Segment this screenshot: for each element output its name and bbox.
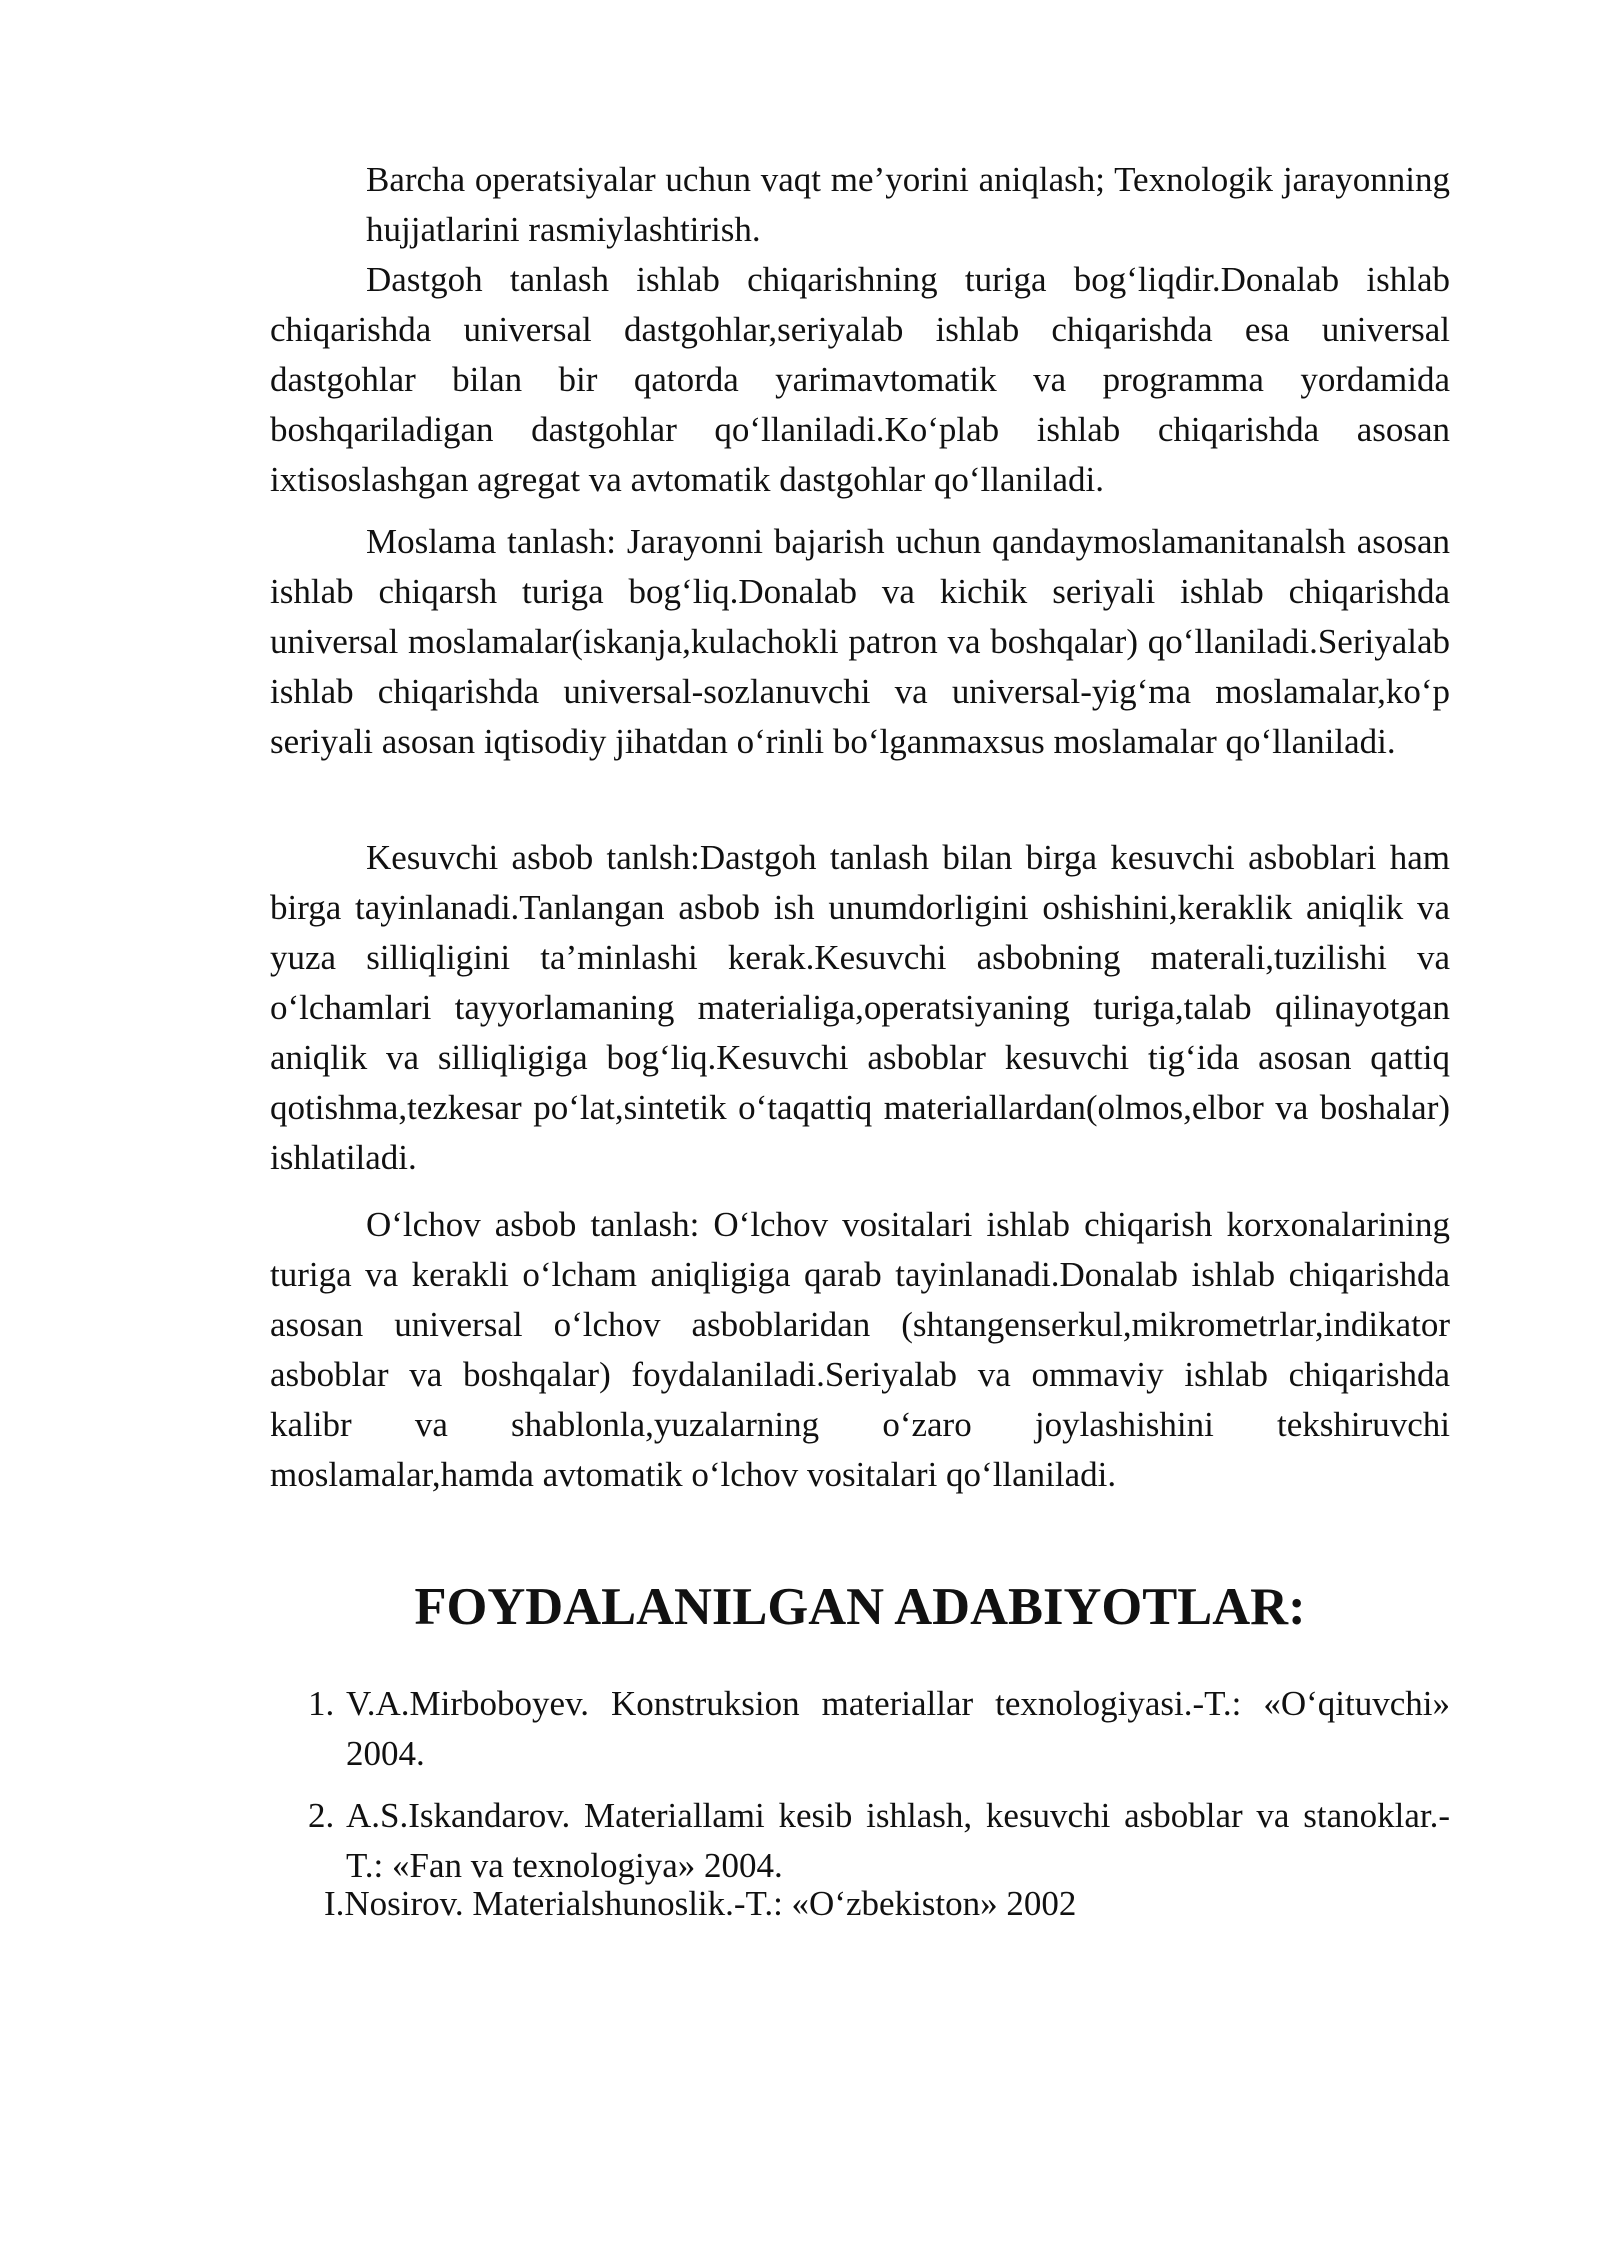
paragraph-cutting-tool-selection: Kesuvchi asbob tanlsh:Dastgoh tanlash bilan birga kesuvchi asboblari ham birga tayinlanadi.Tanlangan asbob ish unumdorligini oshishini,keraklik aniqlik va yuza silliqligini ta’minlashi kerak.Kesuvchi asbobning materali,tuzilishi va o‘lchamlari tayyorlamaning materialiga,operatsiyaning turiga,talab qilinayotgan aniqlik va silliqligiga bog‘liq.Kesuvchi asboblar kesuvchi tig‘ida asosan qattiq qotishma,tezkesar po‘lat,sintetik o‘taqattiq materiallardan(olmos,elbor va boshalar) ishlatiladi. (270, 838, 1450, 1177)
reference-text: A.S.Iskandarov. Materiallami kesib ishlash, kesuvchi asboblar va stanoklar.- T.: «Fan va texnologiya» 2004. (346, 1796, 1450, 1885)
reference-number: 1. (308, 1684, 335, 1723)
paragraph-fixture-selection: Moslama tanlash: Jarayonni bajarish uchun qandaymoslamanitanalsh asosan ishlab chiqarsh turiga bog‘liq.Donalab va kichik seriyali ishlab chiqarishda universal moslamalar(iskanja,kulachokli patron va boshqalar) qo‘llaniladi.Seriyalab ishlab chiqarishda universal-sozlanuvchi va universal-yig‘ma moslamalar,ko‘p seriyali asosan iqtisodiy jihatdan o‘rinli bo‘lganmaxsus moslamalar qo‘llaniladi. (270, 522, 1450, 761)
paragraph-machine-selection: Dastgoh tanlash ishlab chiqarishning turiga bog‘liqdir.Donalab ishlab chiqarishda universal dastgohlar,seriyalab ishlab chiqarishda esa universal dastgohlar bilan bir qatorda yarimavtomatik va programma yordamida boshqariladigan dastgohlar qo‘llaniladi.Ko‘plab ishlab chiqarishda asosan ixtisoslashgan agregat va avtomatik dastgohlar qo‘llaniladi. (270, 260, 1450, 499)
paragraph-operations-time: Barcha operatsiyalar uchun vaqt me’yorini aniqlash; Texnologik jarayonning hujjatlarini rasmiylashtirish. (366, 160, 1450, 249)
reference-item (308, 1679, 1450, 1779)
reference-number: 2. (308, 1796, 335, 1835)
reference-item-unnumbered: I.Nosirov. Materialshunoslik.-T.: «O‘zbekiston» 2002 (324, 1884, 1077, 1923)
references-heading: FOYDALANILGAN ADABIYOTLAR: (414, 1578, 1306, 1636)
reference-text: V.A.Mirboboyev. Konstruksion materiallar texnologiyasi.-T.: «O‘qituvchi» 2004. (346, 1684, 1450, 1773)
paragraph-measuring-tool-selection: O‘lchov asbob tanlash: O‘lchov vositalari ishlab chiqarish korxonalarining turiga va kerakli o‘lcham aniqligiga qarab tayinlanadi.Donalab ishlab chiqarishda asosan universal o‘lchov asboblaridan (shtangenserkul,mikrometrlar,indikator asboblar va boshqalar) foydalaniladi.Seriyalab va ommaviy ishlab chiqarishda kalibr va shablonla,yuzalarning o‘zaro joylashishini tekshiruvchi moslamalar,hamda avtomatik o‘lchov vositalari qo‘llaniladi. (270, 1205, 1450, 1494)
reference-item (308, 1791, 1450, 1891)
